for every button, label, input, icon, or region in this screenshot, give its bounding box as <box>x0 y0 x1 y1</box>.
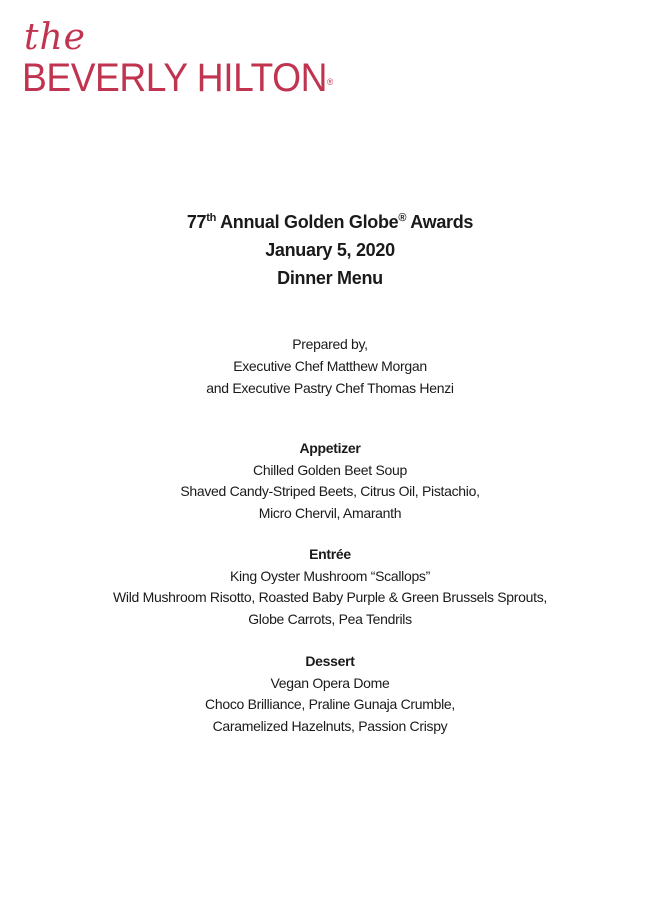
course-entree <box>0 544 660 630</box>
hotel-logo <box>22 17 356 100</box>
pastry-chef: and Executive Pastry Chef Thomas Henzi <box>206 380 454 396</box>
prepared-by-block <box>0 333 660 399</box>
course-detail: Micro Chervil, Amaranth <box>258 504 402 521</box>
event-title-end: Awards <box>406 212 474 232</box>
logo-hotel-name <box>22 56 333 100</box>
prepared-by-label: Prepared by, <box>292 336 368 352</box>
course-heading: Dessert <box>305 653 355 669</box>
course-detail: Choco Brilliance, Praline Gunaja Crumble, <box>205 696 455 712</box>
event-date: January 5, 2020 <box>265 240 395 260</box>
menu-subtitle: Dinner Menu <box>277 268 383 288</box>
course-heading: Appetizer <box>299 440 361 456</box>
course-detail: Caramelized Hazelnuts, Passion Crispy <box>212 717 448 734</box>
event-registered-mark: ® <box>398 212 407 224</box>
course-appetizer <box>0 438 660 524</box>
course-detail: Globe Carrots, Pea Tendrils <box>248 610 412 627</box>
event-edition-number: 77 <box>186 212 207 232</box>
event-title-text: Annual Golden Globe <box>216 212 399 232</box>
executive-chef: Executive Chef Matthew Morgan <box>233 358 427 374</box>
course-dish: Vegan Opera Dome <box>270 674 390 691</box>
course-detail: Shaved Candy-Striped Beets, Citrus Oil, Pistachio, <box>180 483 480 499</box>
event-edition-suffix: th <box>206 212 217 224</box>
course-dish: Chilled Golden Beet Soup <box>253 461 407 478</box>
event-title-block <box>0 208 660 292</box>
logo-the-text: the <box>24 17 86 58</box>
course-heading: Entrée <box>309 546 351 562</box>
event-title <box>0 208 660 236</box>
course-dish: King Oyster Mushroom “Scallops” <box>230 567 430 584</box>
course-detail: Wild Mushroom Risotto, Roasted Baby Purple & Green Brussels Sprouts, <box>112 589 547 605</box>
course-dessert <box>0 651 660 737</box>
logo-name-text: BEVERLY HILTON <box>22 56 327 100</box>
logo-registered-mark: ® <box>326 77 333 87</box>
